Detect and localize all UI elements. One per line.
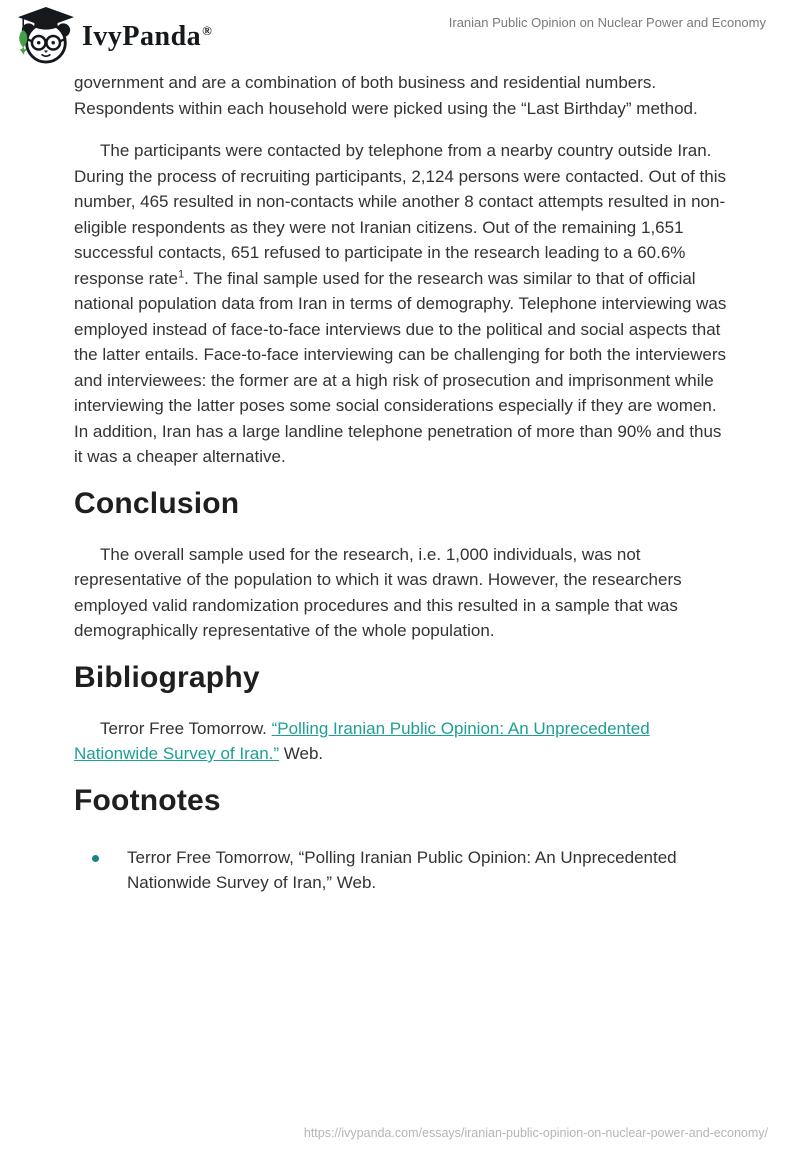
panda-logo-icon	[13, 6, 77, 64]
footnote-text: Terror Free Tomorrow, “Polling Iranian Public Opinion: An Unprecedented Nationwide Survey of Iran,” Web.	[127, 847, 677, 892]
bibliography-author: Terror Free Tomorrow.	[100, 718, 272, 738]
article-body	[74, 70, 728, 896]
paragraph-method-text-b: . The final sample used for the research was similar to that of official national population data from Iran in terms of demography. Telephone interviewing was employed instead of face-to-face interviews due to the political and social aspects that the latter entails. Face-to-face interviewing can be challenging for both the interviewers and interviewees: the former are at a high risk of prosecution and imprisonment while interviewing the latter poses some social considerations especially if they are women. In addition, Iran has a large landline telephone penetration of more than 90% and thus it was a cheaper alternative.	[74, 268, 727, 466]
footnote-reference: 1	[177, 267, 185, 280]
conclusion-paragraph: The overall sample used for the research, i.e. 1,000 individuals, was not representative of the population to which it was drawn. However, the researchers employed valid randomization procedures and this resulted in a sample that was demographically representative of the whole population.	[74, 544, 682, 640]
paragraph-intro: government and are a combination of both business and residential numbers. Respondents within each household were picked using the “Last Birthday” method.	[74, 73, 698, 118]
conclusion-heading: Conclusion	[74, 486, 240, 520]
brand-name: IvyPanda	[82, 21, 202, 52]
bibliography-entry	[74, 716, 728, 767]
footnote-item	[74, 845, 728, 896]
registered-mark: ®	[202, 22, 213, 38]
bibliography-medium: Web.	[279, 744, 324, 763]
bibliography-source-link[interactable]: “Polling Iranian Public Opinion: An Unprecedented Nationwide Survey of Iran.”	[74, 718, 650, 763]
page-title: Iranian Public Opinion on Nuclear Power and Economy	[448, 15, 766, 30]
brand-wordmark	[82, 21, 212, 53]
footer-source-url: https://ivypanda.com/essays/iranian-public-opinion-on-nuclear-power-and-economy/	[303, 1126, 768, 1140]
bullet-icon	[92, 855, 99, 862]
footnotes-heading: Footnotes	[74, 783, 221, 817]
footnotes-list	[74, 845, 728, 896]
bibliography-heading: Bibliography	[74, 660, 260, 694]
paragraph-method	[74, 138, 728, 470]
paragraph-method-text-a: The participants were contacted by telephone from a nearby country outside Iran. During the process of recruiting participants, 2,124 persons were contacted. Out of this number, 465 resulted in non-contacts while another 8 contact attempts resulted in non-eligible respondents as they were not Iranian citizens. Out of the remaining 1,651 successful contacts, 651 refused to participate in the research leading to a 60.6% response rate	[74, 141, 727, 288]
